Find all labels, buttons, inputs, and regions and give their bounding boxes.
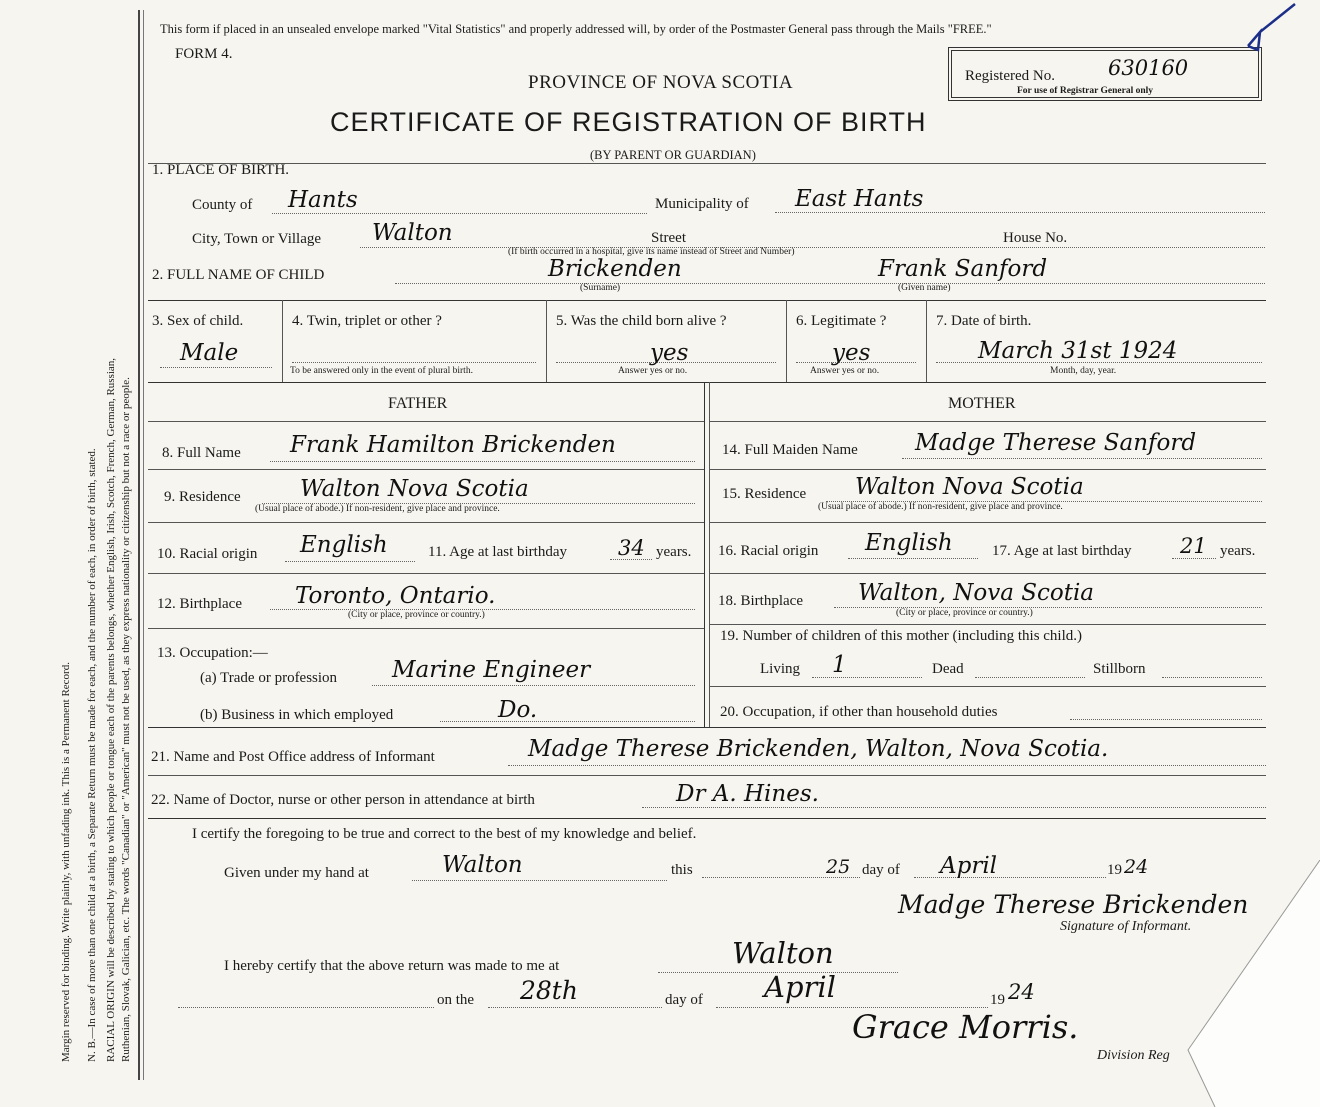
trade-label: (a) Trade or profession: [200, 670, 338, 686]
margin-note-racial-origin: RACIAL ORIGIN will be described by stating to which people or tongue each of the parents belongs, whether English, Irish, Scotch, French, German, Russian,: [105, 357, 117, 1062]
municipality-value: East Hants: [795, 186, 924, 212]
mother-birthplace-note: (City or place, province or country.): [896, 608, 1033, 618]
doctor-label: 22. Name of Doctor, nurse or other person in attendance at birth: [151, 792, 535, 808]
father-birthplace-value: Toronto, Ontario.: [295, 583, 496, 609]
child-name-label: 2. FULL NAME OF CHILD: [152, 267, 325, 283]
year-prefix: 19: [1107, 862, 1122, 878]
year-value: 24: [1124, 856, 1149, 878]
alive-value: yes: [650, 340, 689, 366]
parents-divider-inner: [709, 382, 710, 727]
return-leader-line: [178, 1007, 434, 1008]
legitimate-note: Answer yes or no.: [810, 366, 880, 376]
child-surname-value: Brickenden: [548, 256, 682, 282]
form-number: FORM 4.: [175, 46, 233, 62]
father-age-unit: years.: [656, 544, 692, 560]
twin-line: [292, 362, 536, 363]
month-value: April: [940, 853, 998, 879]
dob-value: March 31st 1924: [978, 338, 1178, 364]
business-line: [440, 721, 695, 722]
house-label: House No.: [1003, 230, 1068, 246]
mail-note: This form if placed in an unsealed envelope marked "Vital Statistics" and properly addressed will, by order of the Postmaster General pass through the Mails "FREE.": [160, 22, 992, 36]
children-count-label: 19. Number of children of this mother (including this child.): [720, 628, 1083, 644]
on-the-label: on the: [437, 992, 475, 1008]
rule-certify-top: [148, 818, 1266, 819]
province-heading: PROVINCE OF NOVA SCOTIA: [528, 72, 794, 93]
father-race-line: [285, 561, 415, 562]
informant-value: Madge Therese Brickenden, Walton, Nova Scotia.: [528, 736, 1109, 762]
surname-caption: (Surname): [580, 283, 621, 293]
city-value: Walton: [372, 220, 453, 246]
return-day-value: 28th: [520, 976, 578, 1005]
municipality-line: [775, 212, 1265, 213]
father-name-value: Frank Hamilton Brickenden: [290, 432, 616, 458]
mother-residence-value: Walton Nova Scotia: [855, 474, 1084, 500]
certificate-subtitle: (BY PARENT OR GUARDIAN): [590, 148, 756, 162]
sex-value: Male: [180, 340, 239, 366]
mother-rule-5: [709, 624, 1266, 625]
county-label: County of: [192, 197, 253, 213]
father-rule-4: [148, 573, 704, 574]
mother-rule-1: [709, 421, 1266, 422]
given-place-line: [412, 880, 667, 881]
mother-rule-4: [709, 573, 1266, 574]
mother-race-value: English: [865, 530, 953, 556]
father-rule-5: [148, 628, 704, 629]
street-note: (If birth occurred in a hospital, give its name instead of Street and Number): [508, 247, 795, 257]
father-residence-note: (Usual place of abode.) If non-resident, give place and province.: [255, 504, 500, 514]
rule-informant-top: [148, 727, 1266, 728]
sex-line: [160, 367, 272, 368]
alive-note: Answer yes or no.: [618, 366, 688, 376]
pen-check-mark-icon: [1240, 0, 1300, 60]
margin-note-racial-origin-cont: Ruthenian, Slovak, Galician, etc. The words "Canadian" or "American" must not be used, as they express nationality or citizenship but not a race or people.: [120, 377, 132, 1062]
father-birthplace-label: 12. Birthplace: [157, 596, 242, 612]
father-birthplace-note: (City or place, province or country.): [348, 610, 485, 620]
father-occupation-label: 13. Occupation:—: [157, 645, 268, 661]
day-of-label: day of: [862, 862, 900, 878]
certificate-title: CERTIFICATE OF REGISTRATION OF BIRTH: [330, 107, 927, 137]
margin-rule-inner: [143, 10, 144, 1080]
informant-line: [508, 765, 1266, 766]
informant-signature: Madge Therese Brickenden: [898, 890, 1249, 919]
municipality-label: Municipality of: [655, 196, 749, 212]
dob-note: Month, day, year.: [1050, 366, 1117, 376]
return-statement: I hereby certify that the above return was made to me at: [224, 958, 560, 974]
mother-occupation-label: 20. Occupation, if other than household duties: [720, 704, 998, 720]
street-label: Street: [651, 230, 686, 246]
registrar-signature: Grace Morris.: [852, 1008, 1079, 1046]
registrar-note: For use of Registrar General only: [1017, 86, 1154, 96]
mother-age-value: 21: [1180, 534, 1207, 558]
twin-label: 4. Twin, triplet or other ?: [292, 313, 442, 329]
father-age-label: 11. Age at last birthday: [428, 544, 567, 560]
given-caption: (Given name): [898, 283, 951, 293]
living-line: [812, 677, 922, 678]
sex-label: 3. Sex of child.: [152, 313, 244, 329]
mother-race-line: [848, 558, 978, 559]
mother-rule-2: [709, 469, 1266, 470]
rule-parents-top: [148, 382, 1266, 383]
trade-value: Marine Engineer: [392, 657, 591, 683]
business-label: (b) Business in which employed: [200, 707, 394, 723]
mother-rule-3: [709, 522, 1266, 523]
place-heading: 1. PLACE OF BIRTH.: [152, 162, 290, 178]
mother-birthplace-value: Walton, Nova Scotia: [858, 580, 1095, 606]
mother-name-label: 14. Full Maiden Name: [722, 442, 858, 458]
given-place-value: Walton: [442, 852, 523, 878]
year2-prefix: 19: [990, 992, 1005, 1008]
divider-5-6: [786, 300, 787, 382]
living-label: Living: [760, 661, 800, 677]
city-label: City, Town or Village: [192, 231, 322, 247]
paper-corner-fold: [1180, 860, 1320, 1107]
mother-heading: MOTHER: [948, 395, 1016, 412]
legitimate-value: yes: [832, 340, 871, 366]
father-residence-label: 9. Residence: [164, 489, 241, 505]
registered-number: 630160: [1108, 56, 1189, 80]
trade-line: [372, 685, 695, 686]
county-value: Hants: [288, 187, 358, 213]
alive-label: 5. Was the child born alive ?: [556, 313, 727, 329]
father-name-line: [270, 461, 695, 462]
living-value: 1: [832, 652, 847, 678]
mother-age-unit: years.: [1220, 543, 1256, 559]
given-label: Given under my hand at: [224, 865, 369, 881]
doctor-value: Dr A. Hines.: [676, 781, 819, 807]
mother-residence-label: 15. Residence: [722, 486, 807, 502]
margin-note-binding: Margin reserved for binding. Write plainly, with unfading ink. This is a Permanent Record.: [60, 662, 72, 1062]
business-value: Do.: [498, 697, 538, 723]
dob-label: 7. Date of birth.: [936, 313, 1032, 329]
father-rule-3: [148, 522, 704, 523]
day-value: 25: [826, 856, 851, 878]
divider-4-5: [546, 300, 547, 382]
parents-divider: [704, 382, 705, 727]
return-day-line: [488, 1007, 662, 1008]
mother-race-label: 16. Racial origin: [718, 543, 819, 559]
dead-label: Dead: [932, 661, 964, 677]
divider-6-7: [926, 300, 927, 382]
doctor-line: [642, 807, 1266, 808]
margin-note-multiple-births: N. B.—In case of more than one child at a birth, a Separate Return must be made for each, and the number of each, in order of birth, stated.: [86, 448, 98, 1062]
registrar-caption: Division Reg: [1097, 1048, 1170, 1063]
father-race-label: 10. Racial origin: [157, 546, 258, 562]
year2-value: 24: [1008, 980, 1035, 1004]
father-age-value: 34: [618, 536, 645, 560]
mother-birthplace-label: 18. Birthplace: [718, 593, 803, 609]
father-heading: FATHER: [388, 395, 448, 412]
stillborn-line: [1162, 677, 1262, 678]
child-name-line: [395, 283, 1265, 284]
mother-age-line: [1172, 558, 1216, 559]
signature-caption: Signature of Informant.: [1060, 919, 1192, 934]
stillborn-label: Stillborn: [1093, 661, 1146, 677]
mother-name-value: Madge Therese Sanford: [915, 430, 1197, 456]
divider-3-4: [282, 300, 283, 382]
father-race-value: English: [300, 532, 388, 558]
father-residence-value: Walton Nova Scotia: [300, 476, 529, 502]
registered-label: Registered No.: [965, 68, 1055, 84]
informant-label: 21. Name and Post Office address of Informant: [151, 749, 435, 765]
twin-note: To be answered only in the event of plural birth.: [290, 366, 473, 376]
day-of2-label: day of: [665, 992, 703, 1008]
legitimate-label: 6. Legitimate ?: [796, 313, 887, 329]
mother-rule-6: [709, 686, 1266, 687]
father-rule-2: [148, 469, 704, 470]
return-month-value: April: [764, 970, 836, 1004]
mother-age-label: 17. Age at last birthday: [992, 543, 1132, 559]
certify-statement: I certify the foregoing to be true and correct to the best of my knowledge and belief.: [192, 826, 697, 842]
margin-rule: [138, 10, 140, 1080]
city-line: [360, 247, 1265, 248]
this-label: this: [671, 862, 693, 878]
dead-line: [975, 677, 1085, 678]
mother-residence-note: (Usual place of abode.) If non-resident, give place and province.: [818, 502, 1063, 512]
child-given-value: Frank Sanford: [878, 256, 1048, 282]
rule-informant-bottom: [148, 775, 1266, 776]
binding-margin: [0, 0, 140, 1107]
rule-top: [148, 163, 1266, 164]
return-place-value: Walton: [732, 936, 834, 970]
county-line: [272, 213, 647, 214]
mother-name-line: [902, 458, 1262, 459]
father-rule-1: [148, 421, 704, 422]
rule-row3-top: [148, 300, 1266, 301]
father-name-label: 8. Full Name: [162, 445, 241, 461]
mother-occupation-line: [1070, 719, 1262, 720]
